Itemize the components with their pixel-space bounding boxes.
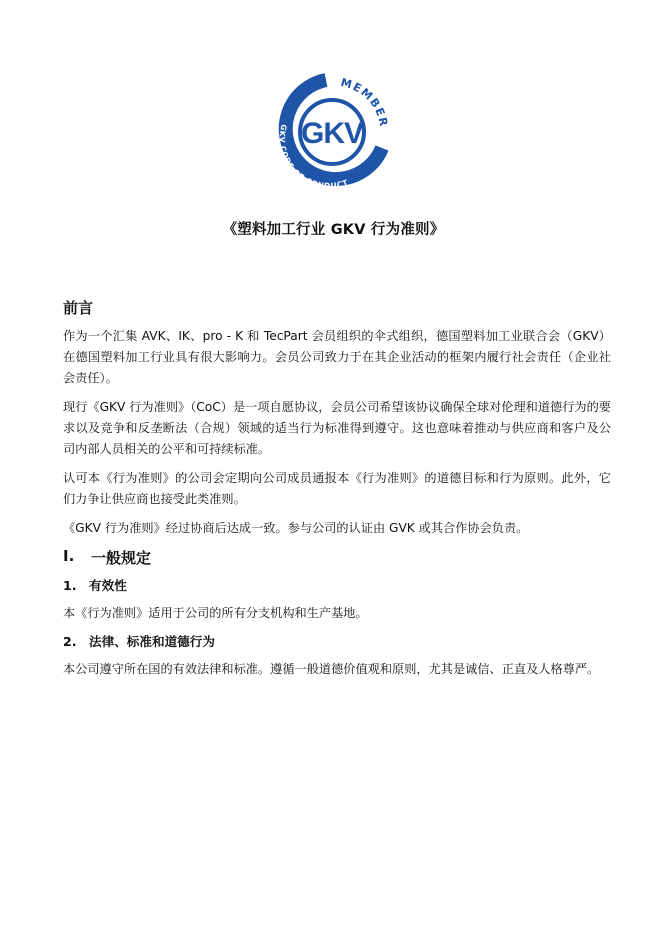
preface-heading: 前言 — [63, 299, 94, 317]
section-number: 1. — [63, 578, 77, 593]
chapter-title: 一般规定 — [91, 549, 152, 567]
preface-paragraph: 认可本《行为准则》的公司会定期向公司成员通报本《行为准则》的道德目标和行为原则。此外，它们力争让供应商也接受此类准则。 — [63, 471, 611, 506]
gkv-member-logo — [268, 70, 398, 190]
logo-mark-text: GKV — [300, 117, 364, 150]
section-text: 本公司遵守所在国的有效法律和标准。遵循一般道德价值观和原则，尤其是诚信、正直及人格尊严。 — [63, 662, 600, 676]
preface-paragraph: 现行《GKV 行为准则》（CoC）是一项自愿协议，会员公司希望该协议确保全球对伦理和道德行为的要求以及竞争和反垄断法（合规）领域的适当行为标准得到遵守。这也意味着推动与供应商和客户及公司内部人员相关的公平和可持续标准。 — [63, 400, 611, 456]
document-body — [63, 297, 611, 688]
logo-arc-text-top: MEMBER — [339, 75, 391, 129]
chapter-number: I. — [63, 547, 75, 565]
section-heading — [63, 576, 611, 596]
chapter-heading — [63, 547, 611, 568]
section-heading — [63, 632, 611, 652]
preface-paragraph: 作为一个汇集 AVK、IK、pro - K 和 TecPart 会员组织的伞式组织，德国塑料加工业联合会（GKV）在德国塑料加工行业具有很大影响力。会员公司致力于在其企业活动的框架内履行社会责任（企业社会责任）。 — [63, 329, 611, 385]
section-number: 2. — [63, 634, 77, 649]
preface-paragraph: 《GKV 行为准则》经过协商后达成一致。参与公司的认证由 GVK 或其合作协会负责。 — [63, 521, 529, 535]
logo-arc-text-bottom: GKV CODE OF CONDUCT — [277, 123, 350, 190]
section-title: 法律、标准和道德行为 — [89, 634, 215, 649]
gkv-logo-graphic — [268, 70, 398, 190]
section-text: 本《行为准则》适用于公司的所有分支机构和生产基地。 — [63, 606, 368, 620]
document-title: 《塑料加工行业 GKV 行为准则》 — [222, 222, 445, 238]
section-title: 有效性 — [89, 578, 127, 593]
